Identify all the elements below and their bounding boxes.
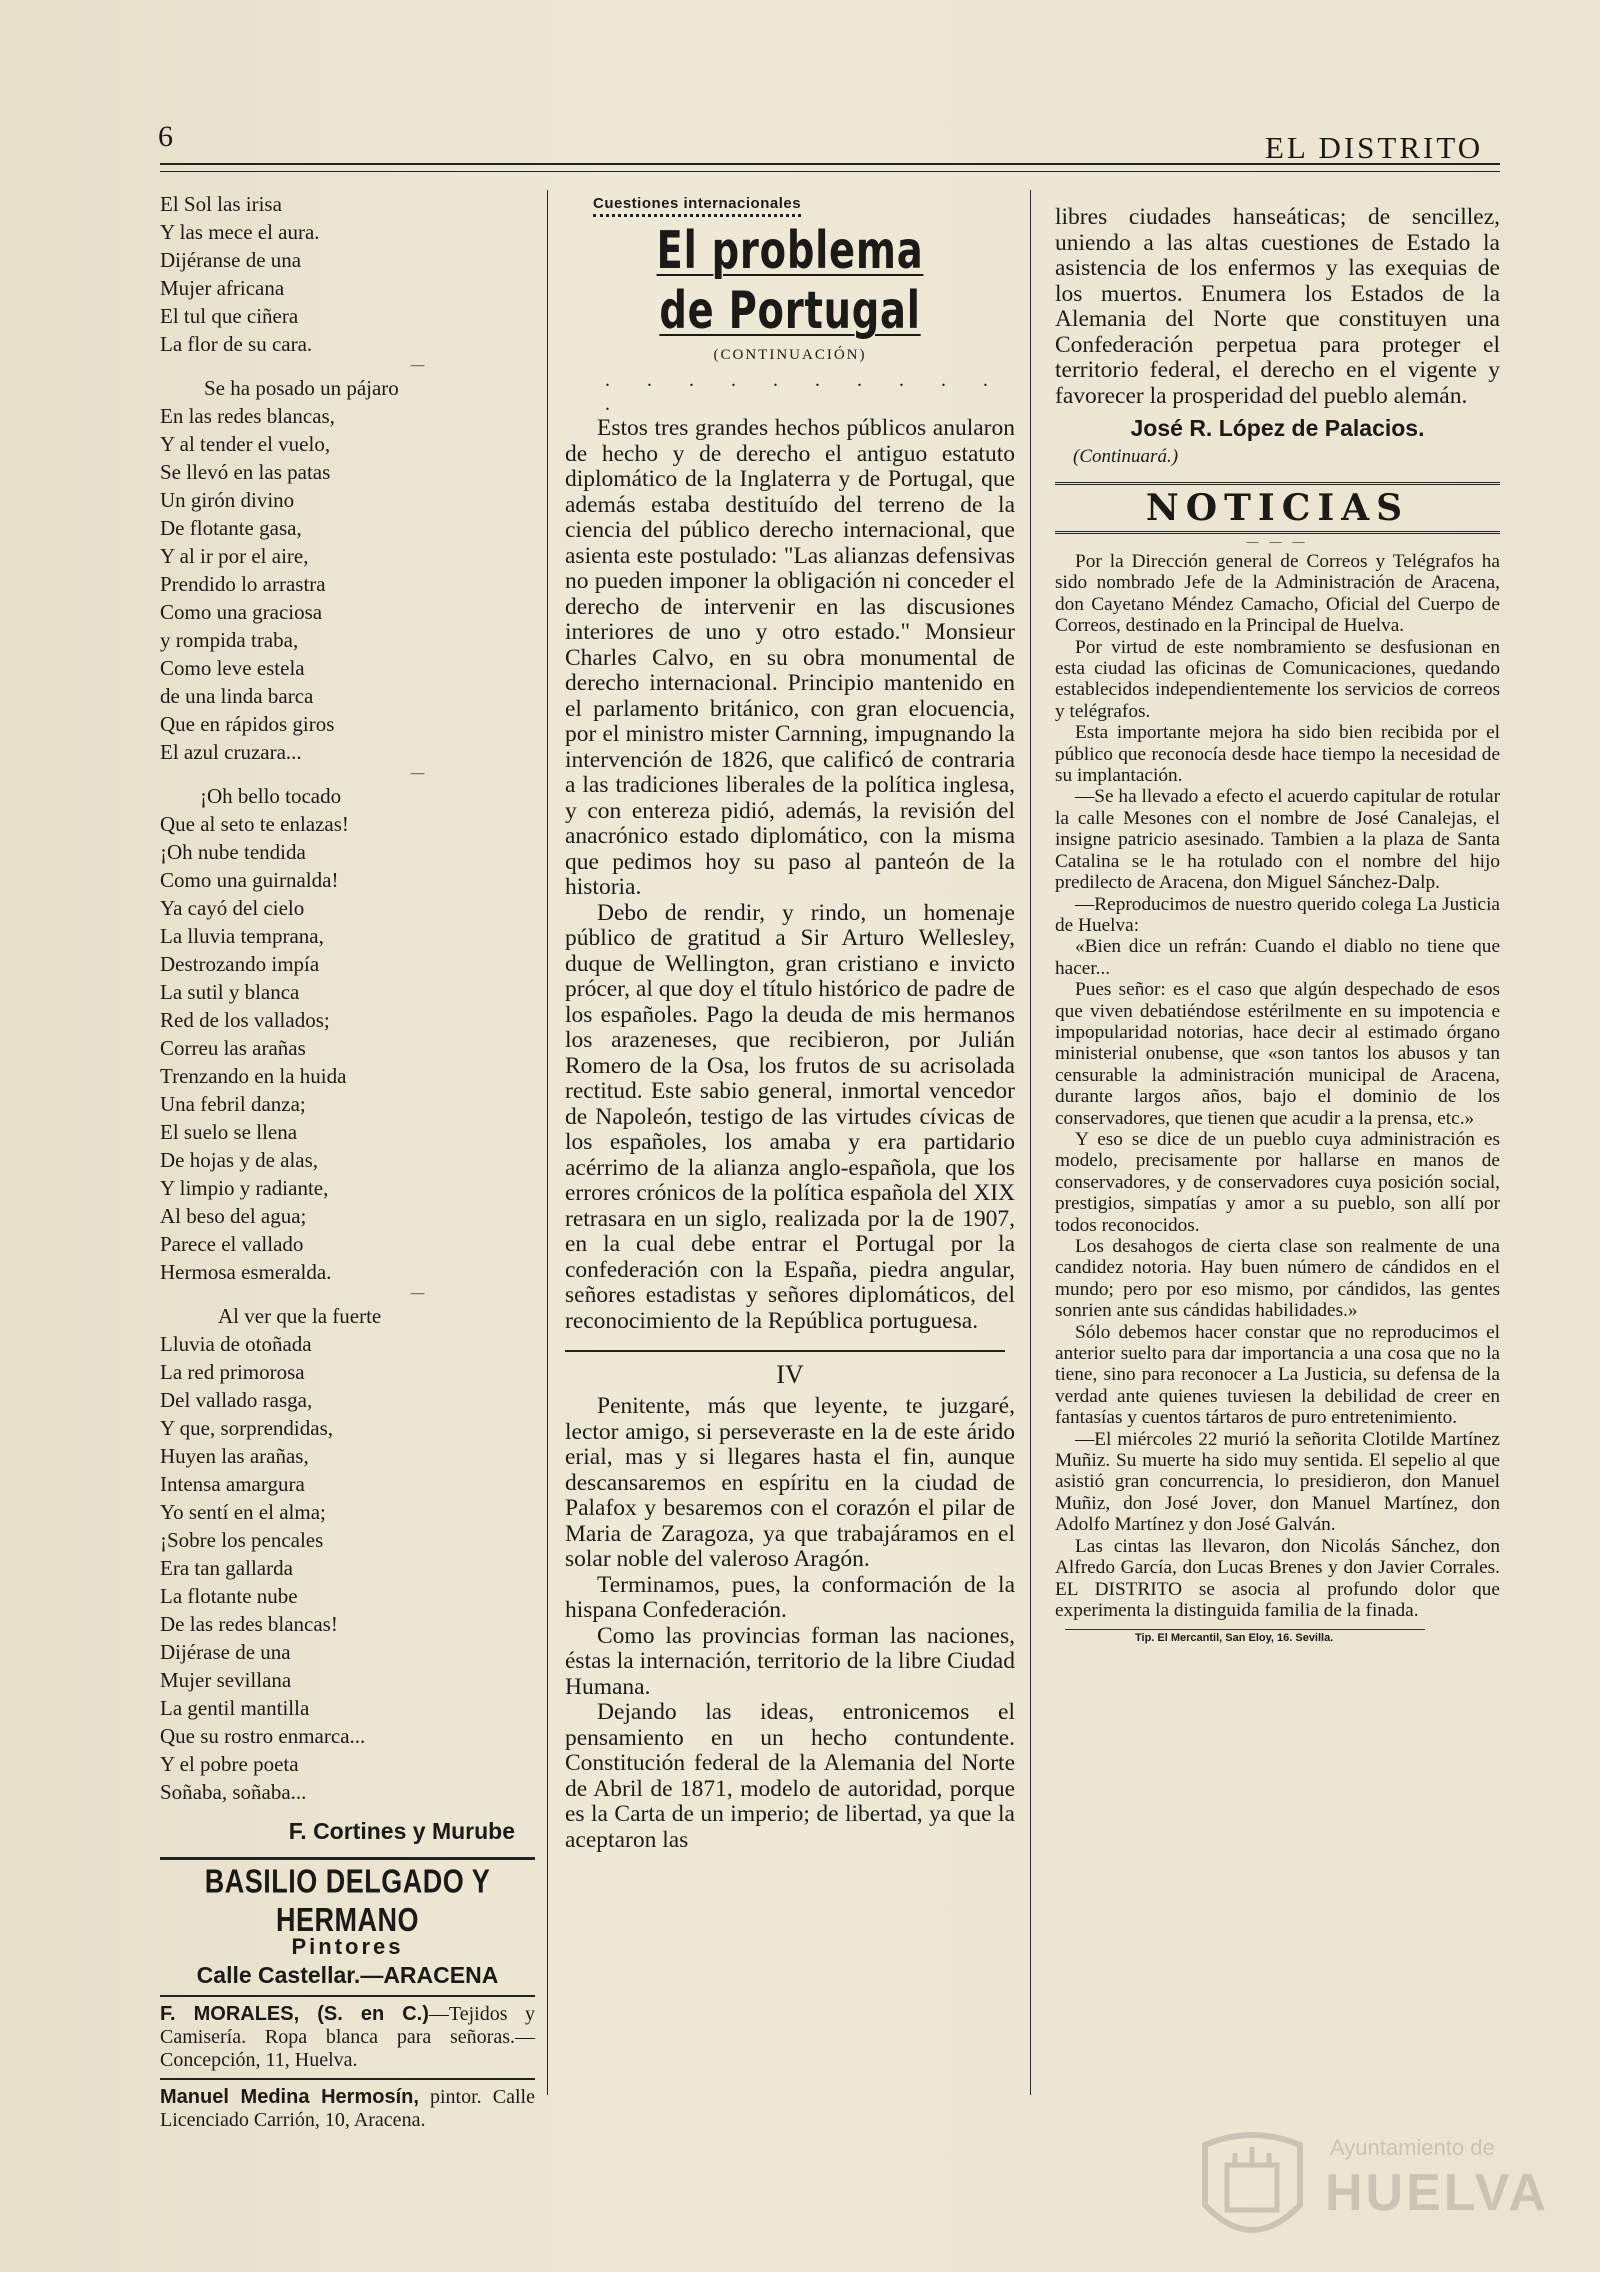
poem-line: La sutil y blanca xyxy=(160,980,300,1004)
poem-line: Como leve estela xyxy=(160,656,305,680)
news-header xyxy=(1055,482,1500,534)
archive-watermark xyxy=(1175,2115,1550,2265)
poem-line: El Sol las irisa xyxy=(160,192,282,216)
poem-line: El tul que ciñera xyxy=(160,304,299,328)
poem-line: Mujer africana xyxy=(160,276,285,300)
poem-line: Parece el vallado xyxy=(160,1232,304,1256)
news-paragraph: Sólo debemos hacer constar que no reproducimos el anterior suelto para dar importancia a una cosa que no la tiene, sino para reconocer a La Justicia, su defensa de la verdad ante quienes tuviesen la debilidad de creer en fantasías y cuentos tártaros de puro entretenimiento. xyxy=(1055,1321,1500,1429)
poem-line: Una febril danza; xyxy=(160,1092,306,1116)
news-separator: — — — xyxy=(1246,534,1309,548)
ad-morales-name: F. MORALES, (S. en C.) xyxy=(160,2003,429,2025)
poem-line: La red primorosa xyxy=(160,1360,305,1384)
article-author: José R. López de Palacios. xyxy=(1130,415,1425,441)
poem-line: Soñaba, soñaba... xyxy=(160,1780,307,1804)
poem-line: La flotante nube xyxy=(160,1584,298,1608)
poem-line: Y las mece el aura. xyxy=(160,220,320,244)
poem-line: Un girón divino xyxy=(160,488,295,512)
poem xyxy=(160,190,535,1806)
poem-line: Lluvia de otoñada xyxy=(160,1332,312,1356)
poem-line: Intensa amargura xyxy=(160,1472,305,1496)
watermark-line2: HUELVA xyxy=(1325,2164,1550,2222)
running-title: EL DISTRITO xyxy=(1265,130,1484,165)
news-list xyxy=(1055,551,1500,1621)
ellipsis-row: . . . . . . . . . . . xyxy=(605,369,1004,415)
article-body xyxy=(565,416,1015,1334)
poem-line: Y limpio y radiante, xyxy=(160,1176,329,1200)
stanza-break: — xyxy=(410,766,425,781)
article-paragraph: Terminamos, pues, la conformación de la hispana Confederación. xyxy=(565,1571,1015,1623)
article-paragraph: Debo de rendir, y rindo, un homenaje público de gratitud a Sir Arturo Wellesley, duque de Wellington, gran cristiano e invicto prócer, al que doy el título histórico de padre de los españoles. Pago la deuda de mis hermanos los arazeneses, que recibieron, por Julián Romero de la Osa, los frutos de su acrisolada rectitud. Este sabio general, inmortal vencedor de Napoleón, testigo de las virtudes cívicas de los españoles, los amaba y era partidario acérrimo de la alianza anglo-española, que los errores crónicos de la política española del XIX retrasara en un siglo, realizada por la de 1907, en la cual debe entrar el Portugal por la confederación con la España, piedra angular, señores estadistas y señores diplomáticos, del reconocimiento de la República portuguesa. xyxy=(565,899,1015,1334)
column-rule xyxy=(1030,190,1031,2095)
article-continued-text: libres ciudades hanseáticas; de sencillez, uniendo a las altas cuestiones de Estado la asistencia de los enfermos y las exequias de los muertos. Enumera los Estados de la Alemania del Norte que constituyen una Confederación perpetua para proteger el territorio federal, el derecho en el vigente y favorecer la prosperidad del pueblo alemán. xyxy=(1055,204,1500,409)
poem-line: ¡Oh bello tocado xyxy=(200,784,342,808)
city-seal-icon xyxy=(1195,2125,1310,2255)
article-paragraph: Penitente, más que leyente, te juzgaré, lector amigo, si perseveraste en la de este árido erial, mas y si llegares hasta el fin, aunque descansaremos en espíritu en la ciudad de Palafox y besaremos con el corazón el pilar de Maria de Zaragoza, ya que trabajáramos en el solar noble del valeroso Aragón. xyxy=(565,1393,1015,1572)
ad-trade: Pintores xyxy=(291,1934,404,1959)
ad-address: Calle Castellar.—ARACENA xyxy=(196,1962,499,1988)
article-paragraph: Estos tres grandes hechos públicos anularon de hecho y de derecho el antiguo estatuto diplomático de la Inglaterra y de Portugal, que además estaba destituído del terreno de la ciencia del público derecho internacional, que asienta este postulado: "Las alianzas defensivas no pueden imponer la obligación ni conceder el derecho de intervenir en las discusiones interiores de uno y otro estado." Monsieur Charles Calvo, en su obra monumental de derecho internacional. Principio mantenido en el parlamento británico, con gran elocuencia, por el ministro mister Carnning, impugnando la intervención de 1826, que calificó de contraria a las tradiciones liberales de la política inglesa, y con entereza pidió, además, la revisión del anacrónico estado diplomático, con la misma que pedimos hoy su paso al panteón de la historia. xyxy=(565,415,1015,900)
poem-line: Y el pobre poeta xyxy=(160,1752,299,1776)
poem-line: Como una graciosa xyxy=(160,600,323,624)
news-paragraph: —El miércoles 22 murió la señorita Clotilde Martínez Muñiz. Su muerte ha sido muy sentida. El sepelio al que asistió gran concurrencia, lo presidieron, don Manuel Muñiz, don José Jover, don Manuel Martínez, don Adolfo Martínez y don José Galván. xyxy=(1055,1428,1500,1536)
column-news xyxy=(1055,205,1500,2125)
poem-line: Se llevó en las patas xyxy=(160,460,331,484)
news-paragraph: Por virtud de este nombramiento se desfusionan en esta ciudad las oficinas de Comunicaciones, quedando establecidos independientemente los servicios de correos y telégrafos. xyxy=(1055,636,1500,722)
poem-line: Hermosa esmeralda. xyxy=(160,1260,332,1284)
poem-line: Y al tender el vuelo, xyxy=(160,432,331,456)
ad-morales-text: —Tejidos y Camisería. Ropa blanca para señoras.—Concepción, 11, Huelva. xyxy=(160,2003,535,2071)
poem-line: De flotante gasa, xyxy=(160,516,302,540)
poem-line: ¡Oh nube tendida xyxy=(160,840,306,864)
poem-line: Red de los vallados; xyxy=(160,1008,330,1032)
ad-morales xyxy=(160,2003,535,2072)
news-paragraph: —Se ha llevado a efecto el acuerdo capitular de rotular la calle Mesones con el nombre de José Canalejas, el insigne patricio asesinado. Tambien a la plaza de Santa Catalina se le ha rotulado con el nombre del hijo predilecto de Aracena, don Miguel Sánchez-Dalp. xyxy=(1055,786,1500,894)
article-kicker: Cuestiones internacionales xyxy=(593,195,801,217)
poem-line: De hojas y de alas, xyxy=(160,1148,319,1172)
poem-line: de una linda barca xyxy=(160,684,314,708)
poem-line: Que al seto te enlazas! xyxy=(160,812,349,836)
poem-line: La lluvia temprana, xyxy=(160,924,324,948)
ad-rule xyxy=(160,1857,535,1860)
poem-line: Que en rápidos giros xyxy=(160,712,335,736)
poem-line: Y que, sorprendidas, xyxy=(160,1416,334,1440)
article-body-section-iv xyxy=(565,1394,1015,1853)
news-paragraph: Por la Dirección general de Correos y Telégrafos ha sido nombrado Jefe de la Administración de Aracena, don Cayetano Méndez Camacho, Oficial del Cuerpo de Correos, destinado en la Principal de Huelva. xyxy=(1055,551,1500,637)
news-paragraph: Las cintas las llevaron, don Nicolás Sánchez, don Alfredo García, don Lucas Brenes y don Javier Corrales. EL DISTRITO se asocia al profundo dolor que experimenta la distinguida familia de la finada. xyxy=(1055,1535,1500,1621)
poem-line: Trenzando en la huida xyxy=(160,1064,347,1088)
to-be-continued: (Continuará.) xyxy=(1073,446,1179,467)
ad-rule xyxy=(160,1995,535,1997)
ad-firm-name: BASILIO DELGADO Y HERMANO xyxy=(204,1862,491,1939)
article-continuation-label: (CONTINUACIÓN) xyxy=(713,347,867,363)
printer-imprint: Tip. El Mercantil, San Eloy, 16. Sevilla. xyxy=(1135,1632,1334,1645)
ad-medina-name: Manuel Medina Hermosín, xyxy=(160,2086,419,2108)
poem-line: Dijérase de una xyxy=(160,1640,291,1664)
news-paragraph: Esta importante mejora ha sido bien recibida por el público que reconocía desde hace tiempo la necesidad de su implantación. xyxy=(1055,722,1500,787)
news-paragraph: «Bien dice un refrán: Cuando el diablo no tiene que hacer... xyxy=(1055,936,1500,979)
news-paragraph: Los desahogos de cierta clase son realmente de una candidez notoria. Hay buen número de cándidos en el mundo; pero por eso mismo, por cándidos, las gentes sonrien ante sus cándidas habilidades.» xyxy=(1055,1236,1500,1322)
poem-line: Yo sentí en el alma; xyxy=(160,1500,326,1524)
stanza-break: — xyxy=(410,1286,425,1301)
ad-basilio xyxy=(160,1862,535,1989)
news-paragraph: Y eso se dice de un pueblo cuya administración es modelo, precisamente por hallarse en manos de conservadores, y de conservadores cuya posición social, prestigios, simpatías y amor a su pueblo, son allí por todos reconocidos. xyxy=(1055,1128,1500,1236)
poem-line: Y al ir por el aire, xyxy=(160,544,309,568)
poem-line: Prendido lo arrastra xyxy=(160,572,326,596)
article-paragraph: Como las provincias forman las naciones, éstas la internación, territorio de la libre Ciudad Humana. xyxy=(565,1622,1015,1700)
news-title: NOTICIAS xyxy=(1145,487,1410,529)
poem-line: Dijéranse de una xyxy=(160,248,302,272)
poem-line: El azul cruzara... xyxy=(160,740,302,764)
poem-line: Huyen las arañas, xyxy=(160,1444,309,1468)
poem-line: Que su rostro enmarca... xyxy=(160,1724,366,1748)
poem-line: Era tan gallarda xyxy=(160,1556,293,1580)
article-paragraph: Dejando las ideas, entronicemos el pensamiento en un hecho contundente. Constitución federal de la Alemania del Norte de Abril de 1871, modelo de autoridad, porque es la Carta de un imperio; de libertad, ya que la aceptaron las xyxy=(565,1699,1015,1853)
poem-line: Mujer sevillana xyxy=(160,1668,292,1692)
footer-rule xyxy=(1065,1629,1425,1630)
column-poem xyxy=(160,190,535,2131)
poem-line: Al beso del agua; xyxy=(160,1204,307,1228)
news-paragraph: —Reproducimos de nuestro querido colega La Justicia de Huelva: xyxy=(1055,893,1500,936)
poem-line: Ya cayó del cielo xyxy=(160,896,305,920)
poem-signature: F. Cortines y Murube xyxy=(288,1818,515,1844)
column-rule xyxy=(547,190,548,2095)
ad-rule xyxy=(160,2078,535,2080)
watermark-line1: Ayuntamiento de xyxy=(1330,2135,1495,2160)
column-article xyxy=(565,195,1015,2135)
poem-line: De las redes blancas! xyxy=(160,1612,338,1636)
poem-line: Destrozando impía xyxy=(160,952,320,976)
news-paragraph: Pues señor: es el caso que algún despechado de esos que viven debatiéndose estérilmente en su impotencia e impopularidad notorias, hace decir al estimado órgano ministerial onubense, que «son tantos los abusos y tan censurable la administración municipal de Aracena, durante largos años, bajo el dominio de los conservadores, que tienen que acudir a la prensa, etc.» xyxy=(1055,979,1500,1129)
poem-line: Del vallado rasga, xyxy=(160,1388,313,1412)
poem-line: Al ver que la fuerte xyxy=(218,1304,382,1328)
header-rule xyxy=(160,163,1500,172)
section-rule xyxy=(565,1350,1005,1352)
poem-line: Se ha posado un pájaro xyxy=(204,376,399,400)
poem-line: El suelo se llena xyxy=(160,1120,298,1144)
poem-line: La gentil mantilla xyxy=(160,1696,310,1720)
page-number: 6 xyxy=(158,120,173,153)
ad-medina xyxy=(160,2086,535,2132)
section-number: IV xyxy=(776,1360,804,1389)
poem-line: En las redes blancas, xyxy=(160,404,335,428)
poem-line: y rompida traba, xyxy=(160,628,299,652)
poem-line: Como una guirnalda! xyxy=(160,868,339,892)
ad-medina-text: pintor. Calle Licenciado Carrión, 10, Aracena. xyxy=(160,2086,535,2131)
article-headline: El problema de Portugal xyxy=(656,221,924,341)
poem-line: ¡Sobre los pencales xyxy=(160,1528,324,1552)
poem-line: La flor de su cara. xyxy=(160,332,313,356)
poem-line: Correu las arañas xyxy=(160,1036,306,1060)
stanza-break: — xyxy=(410,358,425,373)
